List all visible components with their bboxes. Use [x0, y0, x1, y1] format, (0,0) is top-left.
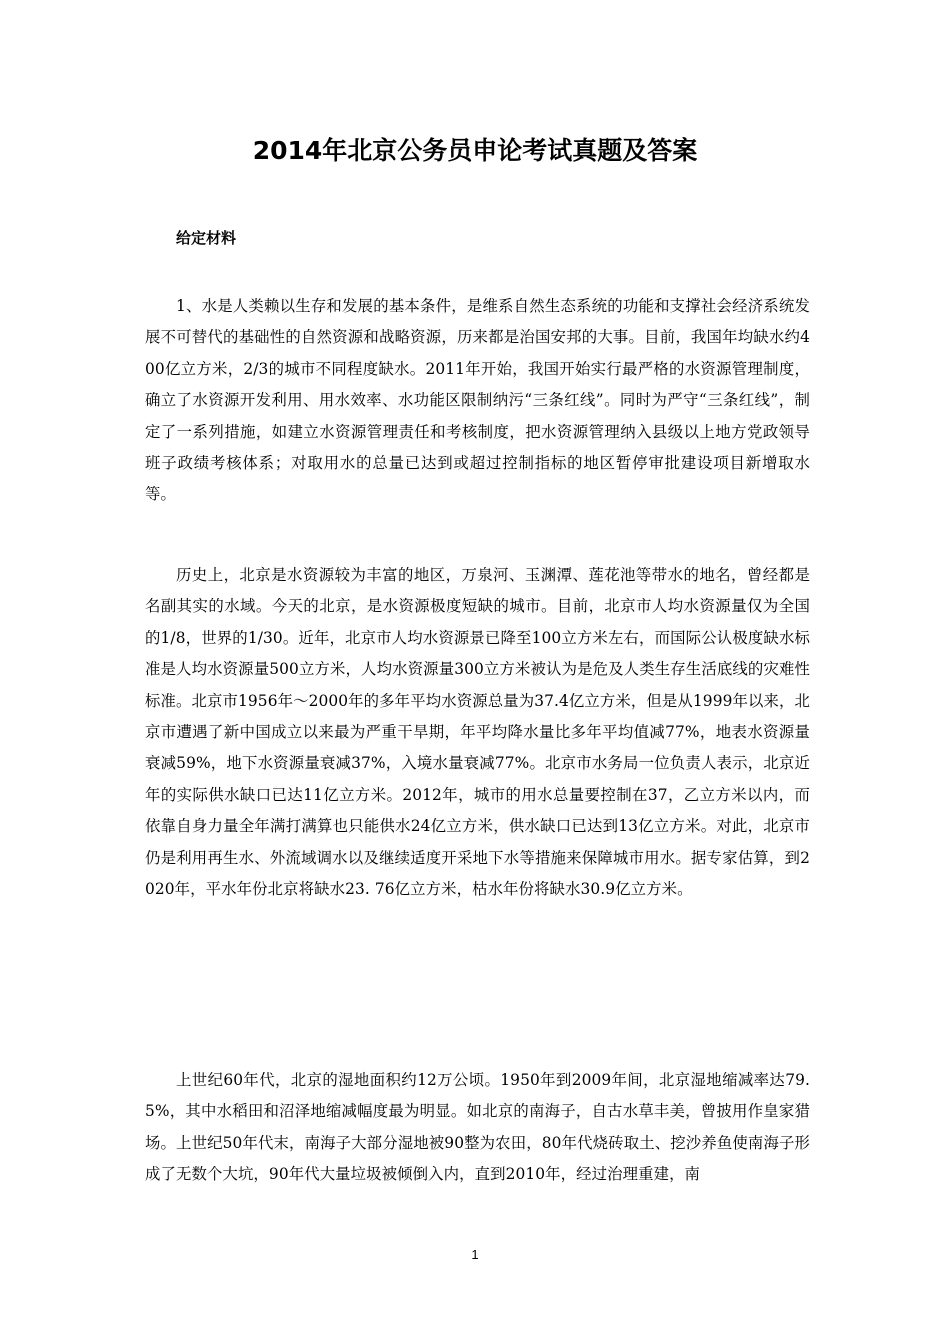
document-title: 2014年北京公务员申论考试真题及答案: [252, 136, 698, 165]
section-label: 给定材料: [176, 229, 237, 247]
paragraph-3: 上世纪60年代，北京的湿地面积约12万公顷。1950年到2009年间，北京湿地缩减率达79.5%，其中水稻田和沼泽地缩减幅度最为明显。如北京的南海子，自古水草丰美，曾披用作皇家猎场。上世纪50年代末，南海子大部分湿地被90整为农田，80年代烧砖取土、挖沙养鱼使南海子形成了无数个大坑，90年代大量垃圾被倾倒入内，直到2010年，经过治理重建，南: [145, 1071, 810, 1184]
paragraph-2: 历史上，北京是水资源较为丰富的地区，万泉河、玉渊潭、莲花池等带水的地名，曾经都是名副其实的水域。今天的北京，是水资源极度短缺的城市。目前，北京市人均水资源量仅为全国的1/8，世界的1/30。近年，北京市人均水资源景已降至100立方米左右，而国际公认极度缺水标准是人均水资源量500立方米，人均水资源量300立方米被认为是危及人类生存生活底线的灾难性标准。北京市1956年～2000年的多年平均水资源总量为37.4亿立方米，但是从1999年以来，北京市遭遇了新中国成立以来最为严重干旱期，年平均降水量比多年平均值减77%，地表水资源量衰减59%，地下水资源量衰减37%，入境水量衰减77%。北京市水务局一位负责人表示，北京近年的实际供水缺口已达11亿立方米。2012年，城市的用水总量要控制在37，乙立方米以内，而依靠自身力量全年满打满算也只能供水24亿立方米，供水缺口已达到13亿立方米。对此，北京市仍是利用再生水、外流域调水以及继续适度开采地下水等措施来保障城市用水。据专家估算，到2020年，平水年份北京将缺水23. 76亿立方米，枯水年份将缺水30.9亿立方米。: [145, 566, 810, 899]
paragraph-1: 1、水是人类赖以生存和发展的基本条件，是维系自然生态系统的功能和支撑社会经济系统发展不可替代的基础性的自然资源和战略资源，历来都是治国安邦的大事。目前，我国年均缺水约400亿立方米，2/3的城市不同程度缺水。2011年开始，我国开始实行最严格的水资源管理制度，确立了水资源开发利用、用水效率、水功能区限制纳污“三条红线”。同时为严守“三条红线”，制定了一系列措施，如建立水资源管理责任和考核制度，把水资源管理纳入县级以上地方党政领导班子政绩考核体系；对取用水的总量已达到或超过控制指标的地区暂停审批建设项目新增取水等。: [145, 297, 810, 504]
page-number: 1: [471, 1247, 479, 1262]
